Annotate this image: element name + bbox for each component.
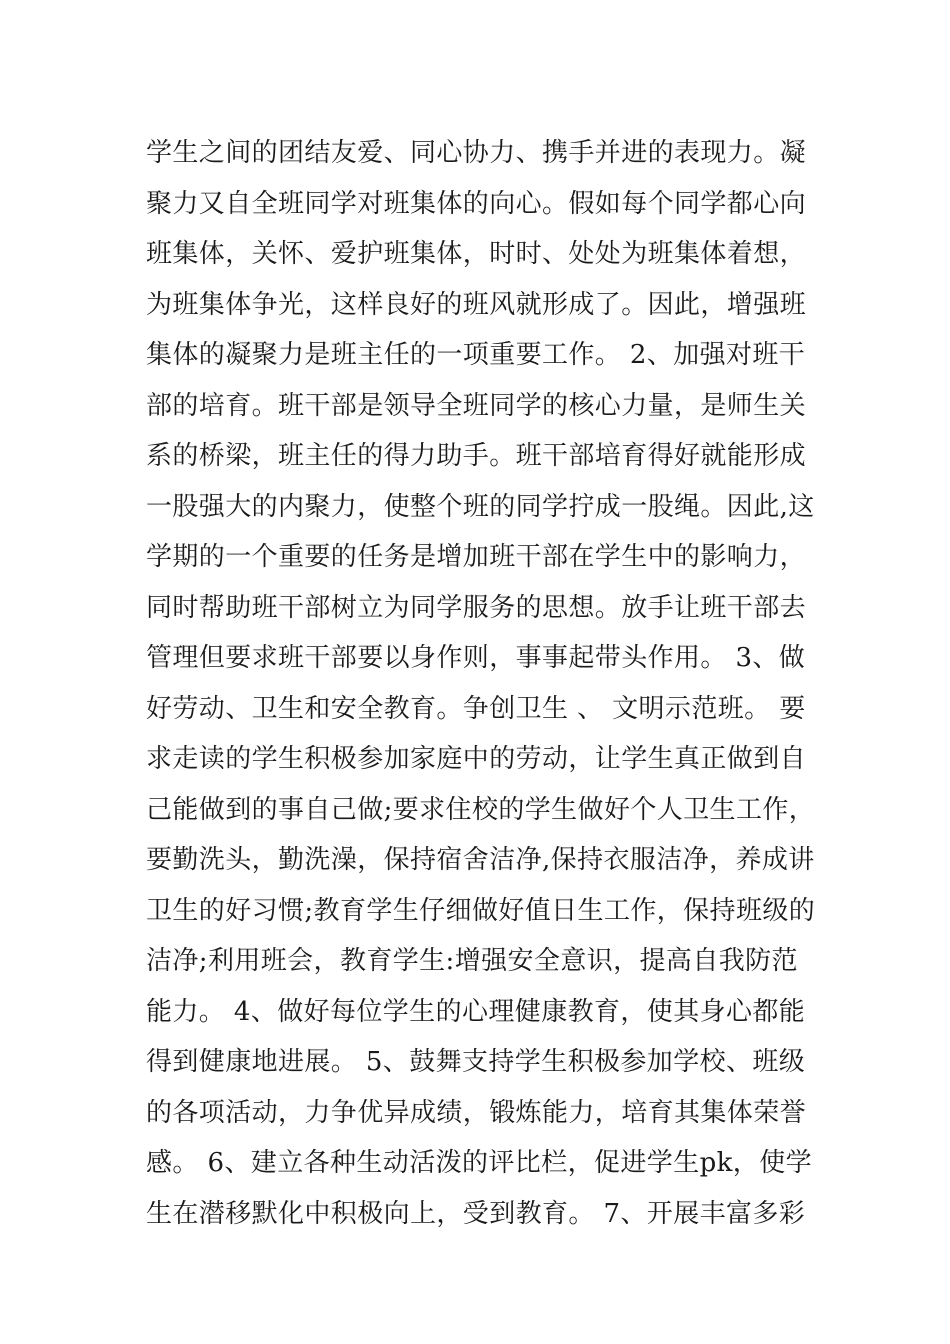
- text-line-17: 洁净;利用班会，教育学生:增强安全意识，提高自我防范: [146, 946, 798, 976]
- text-line-12: 好劳动、卫生和安全教育。争创卫生 、 文明示范班。 要: [146, 693, 806, 724]
- text-line-11: 管理但要求班干部要以身作则，事事起带头作用。 3、做: [146, 643, 806, 673]
- text-line-10: 同时帮助班干部树立为同学服务的思想。放手让班干部去: [146, 592, 807, 623]
- text-line-19: 得到健康地进展。 5、鼓舞支持学生积极参加学校、班级: [146, 1047, 806, 1077]
- text-line-21: 感。 6、建立各种生动活泼的评比栏，促进学生pk，使学: [146, 1148, 813, 1178]
- text-line-8: 一股强大的内聚力，使整个班的同学拧成一股绳。因此,这: [146, 491, 815, 522]
- text-line-7: 系的桥梁，班主任的得力助手。班干部培育得好就能形成: [146, 441, 807, 471]
- text-line-2: 聚力又自全班同学对班集体的向心。假如每个同学都心向: [146, 188, 807, 219]
- text-line-22: 生在潜移默化中积极向上，受到教育。 7、开展丰富多彩: [146, 1198, 806, 1229]
- text-line-6: 部的培育。班干部是领导全班同学的核心力量，是师生关: [146, 390, 807, 421]
- text-line-5: 集体的凝聚力是班主任的一项重要工作。 2、加强对班干: [146, 340, 806, 370]
- text-line-9: 学期的一个重要的任务是增加班干部在学生中的影响力，: [146, 542, 807, 572]
- text-line-16: 卫生的好习惯;教育学生仔细做好值日生工作，保持班级的: [146, 895, 816, 926]
- text-line-4: 为班集体争光，这样良好的班风就形成了。因此，增强班: [146, 289, 807, 320]
- text-line-13: 求走读的学生积极参加家庭中的劳动，让学生真正做到自: [146, 744, 807, 774]
- text-line-20: 的各项活动，力争优异成绩，锻炼能力，培育其集体荣誉: [146, 1097, 807, 1128]
- text-line-15: 要勤洗头，勤洗澡，保持宿舍洁净,保持衣服洁净，养成讲: [146, 845, 815, 875]
- body-text: [146, 128, 816, 1239]
- text-line-18: 能力。 4、做好每位学生的心理健康教育，使其身心都能: [146, 996, 806, 1027]
- text-line-3: 班集体，关怀、爱护班集体，时时、处处为班集体着想，: [146, 239, 807, 269]
- text-line-14: 己能做到的事自己做;要求住校的学生做好个人卫生工作，: [146, 794, 816, 825]
- text-line-1: 学生之间的团结友爱、同心协力、携手并进的表现力。凝: [146, 138, 807, 168]
